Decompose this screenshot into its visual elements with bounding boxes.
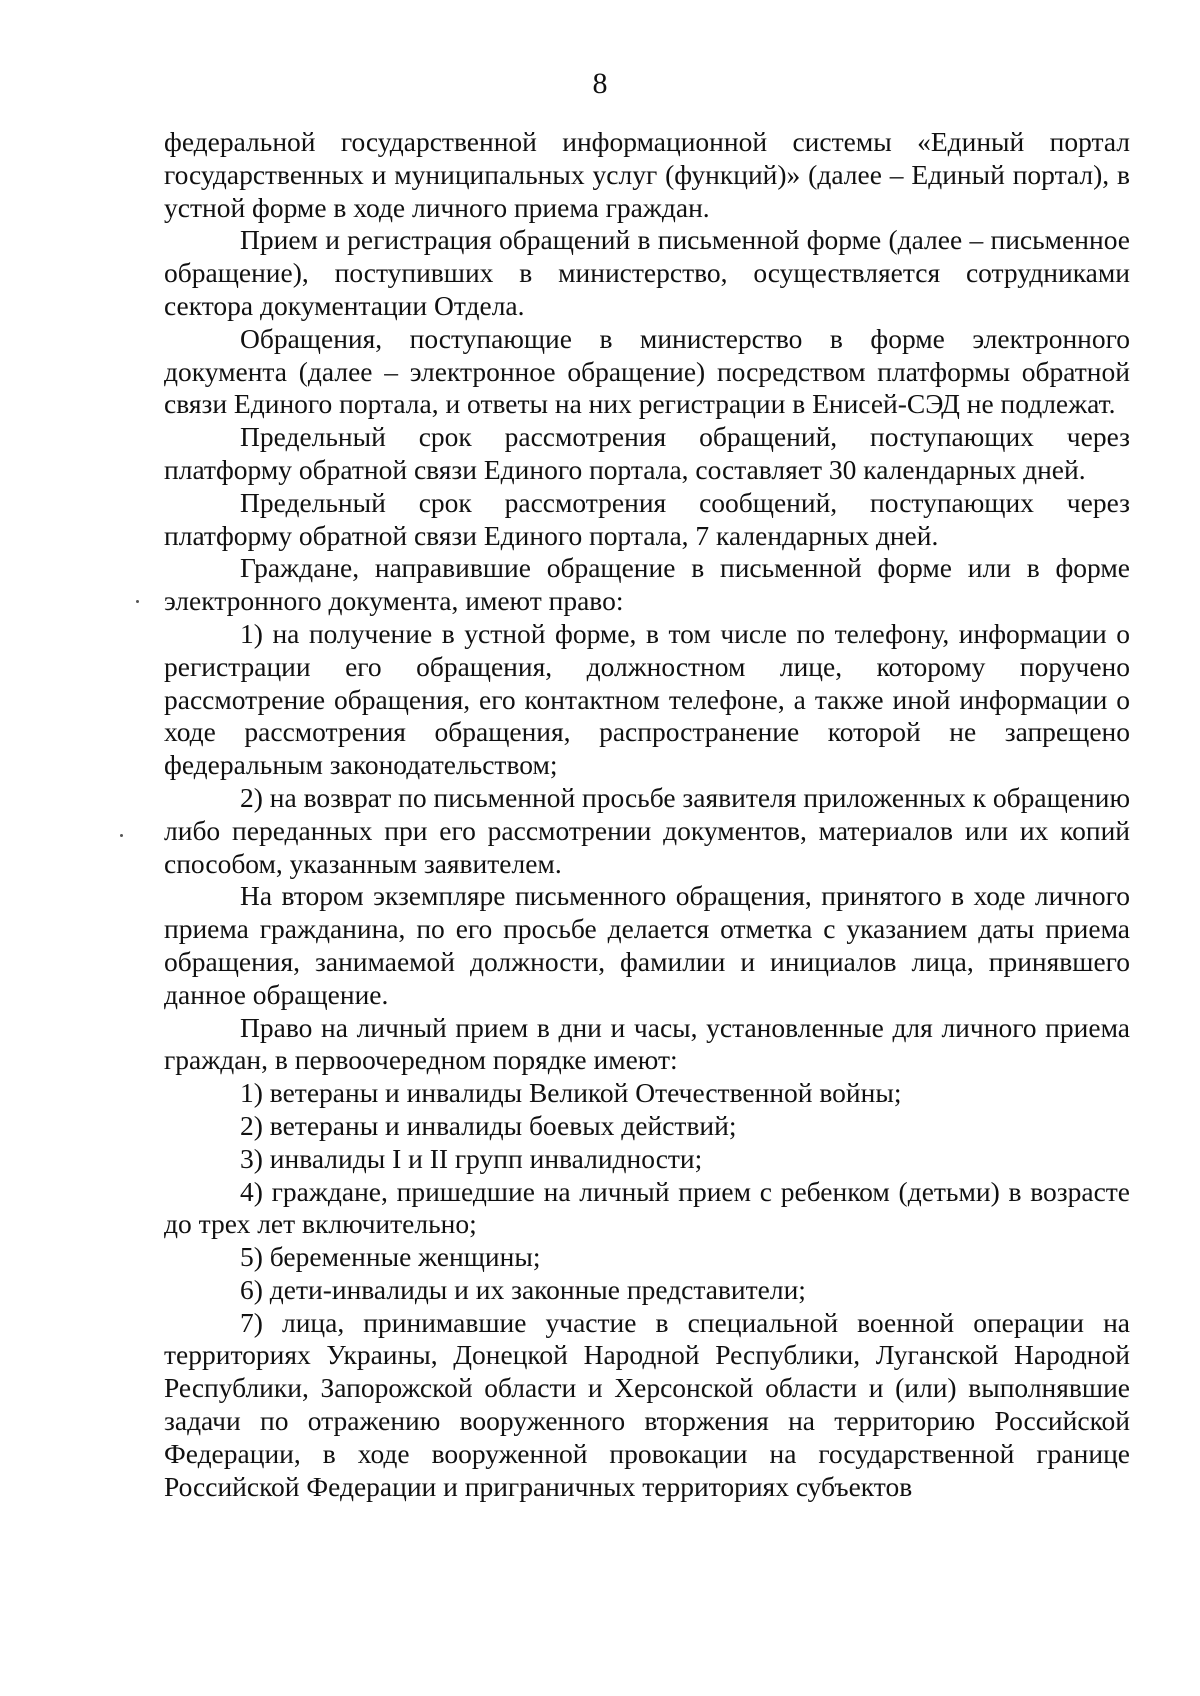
list-item: 6) дети-инвалиды и их законные представители; xyxy=(240,1273,806,1305)
paragraph: Граждане, направившие обращение в письменной форме или в форме электронного документа, имеют право: xyxy=(164,552,1130,617)
list-item: 7) лица, принимавшие участие в специальной военной операции на территориях Украины, Донецкой Народной Республики, Луганской Народной Республики, Запорожской области и Херсонской области и (или) выполнявшие задачи по отражению вооруженного вторжения на территорию Российской Федерации, в ходе вооруженной провокации на государственной границе Российской Федерации и приграничных территориях субъектов xyxy=(164,1306,1130,1502)
list-item: 5) беременные женщины; xyxy=(240,1241,541,1273)
list-item: 4) граждане, пришедшие на личный прием с ребенком (детьми) в возрасте до трех лет включительно; xyxy=(164,1175,1130,1240)
paragraph: Право на личный прием в дни и часы, установленные для личного приема граждан, в первоочередном порядке имеют: xyxy=(164,1011,1130,1076)
paragraph: Обращения, поступающие в министерство в форме электронного документа (далее – электронное обращение) посредством платформы обратной связи Единого портала, и ответы на них регистрации в Енисей-СЭД не подлежат. xyxy=(164,322,1130,420)
list-item: 1) ветераны и инвалиды Великой Отечественной войны; xyxy=(240,1077,902,1109)
list-item: 2) ветераны и инвалиды боевых действий; xyxy=(240,1109,737,1141)
scan-artifact xyxy=(136,600,139,603)
paragraph: На втором экземпляре письменного обращения, принятого в ходе личного приема гражданина, по его просьбе делается отметка с указанием даты приема обращения, занимаемой должности, фамилии и инициалов лица, принявшего данное обращение. xyxy=(164,880,1130,1010)
list-item: 1) на получение в устной форме, в том числе по телефону, информации о регистрации его обращения, должностном лице, которому поручено рассмотрение обращения, его контактном телефоне, а также иной информации о ходе рассмотрения обращения, распространение которой не запрещено федеральным законодательством; xyxy=(164,617,1130,781)
paragraph: федеральной государственной информационной системы «Единый портал государственных и муниципальных услуг (функций)» (далее – Единый портал), в устной форме в ходе личного приема граждан. xyxy=(164,126,1130,223)
document-body xyxy=(164,126,1130,1503)
list-item: 3) инвалиды I и II групп инвалидности; xyxy=(240,1142,703,1174)
paragraph: Прием и регистрация обращений в письменной форме (далее – письменное обращение), поступивших в министерство, осуществляется сотрудниками сектора документации Отдела. xyxy=(164,224,1130,321)
scan-artifact xyxy=(120,834,123,837)
paragraph: Предельный срок рассмотрения обращений, поступающих через платформу обратной связи Единого портала, составляет 30 календарных дней. xyxy=(164,421,1130,485)
paragraph: Предельный срок рассмотрения сообщений, поступающих через платформу обратной связи Единого портала, 7 календарных дней. xyxy=(164,486,1130,551)
list-item: 2) на возврат по письменной просьбе заявителя приложенных к обращению либо переданных при его рассмотрении документов, материалов или их копий способом, указанным заявителем. xyxy=(164,781,1130,879)
page-number: 8 xyxy=(592,67,608,100)
